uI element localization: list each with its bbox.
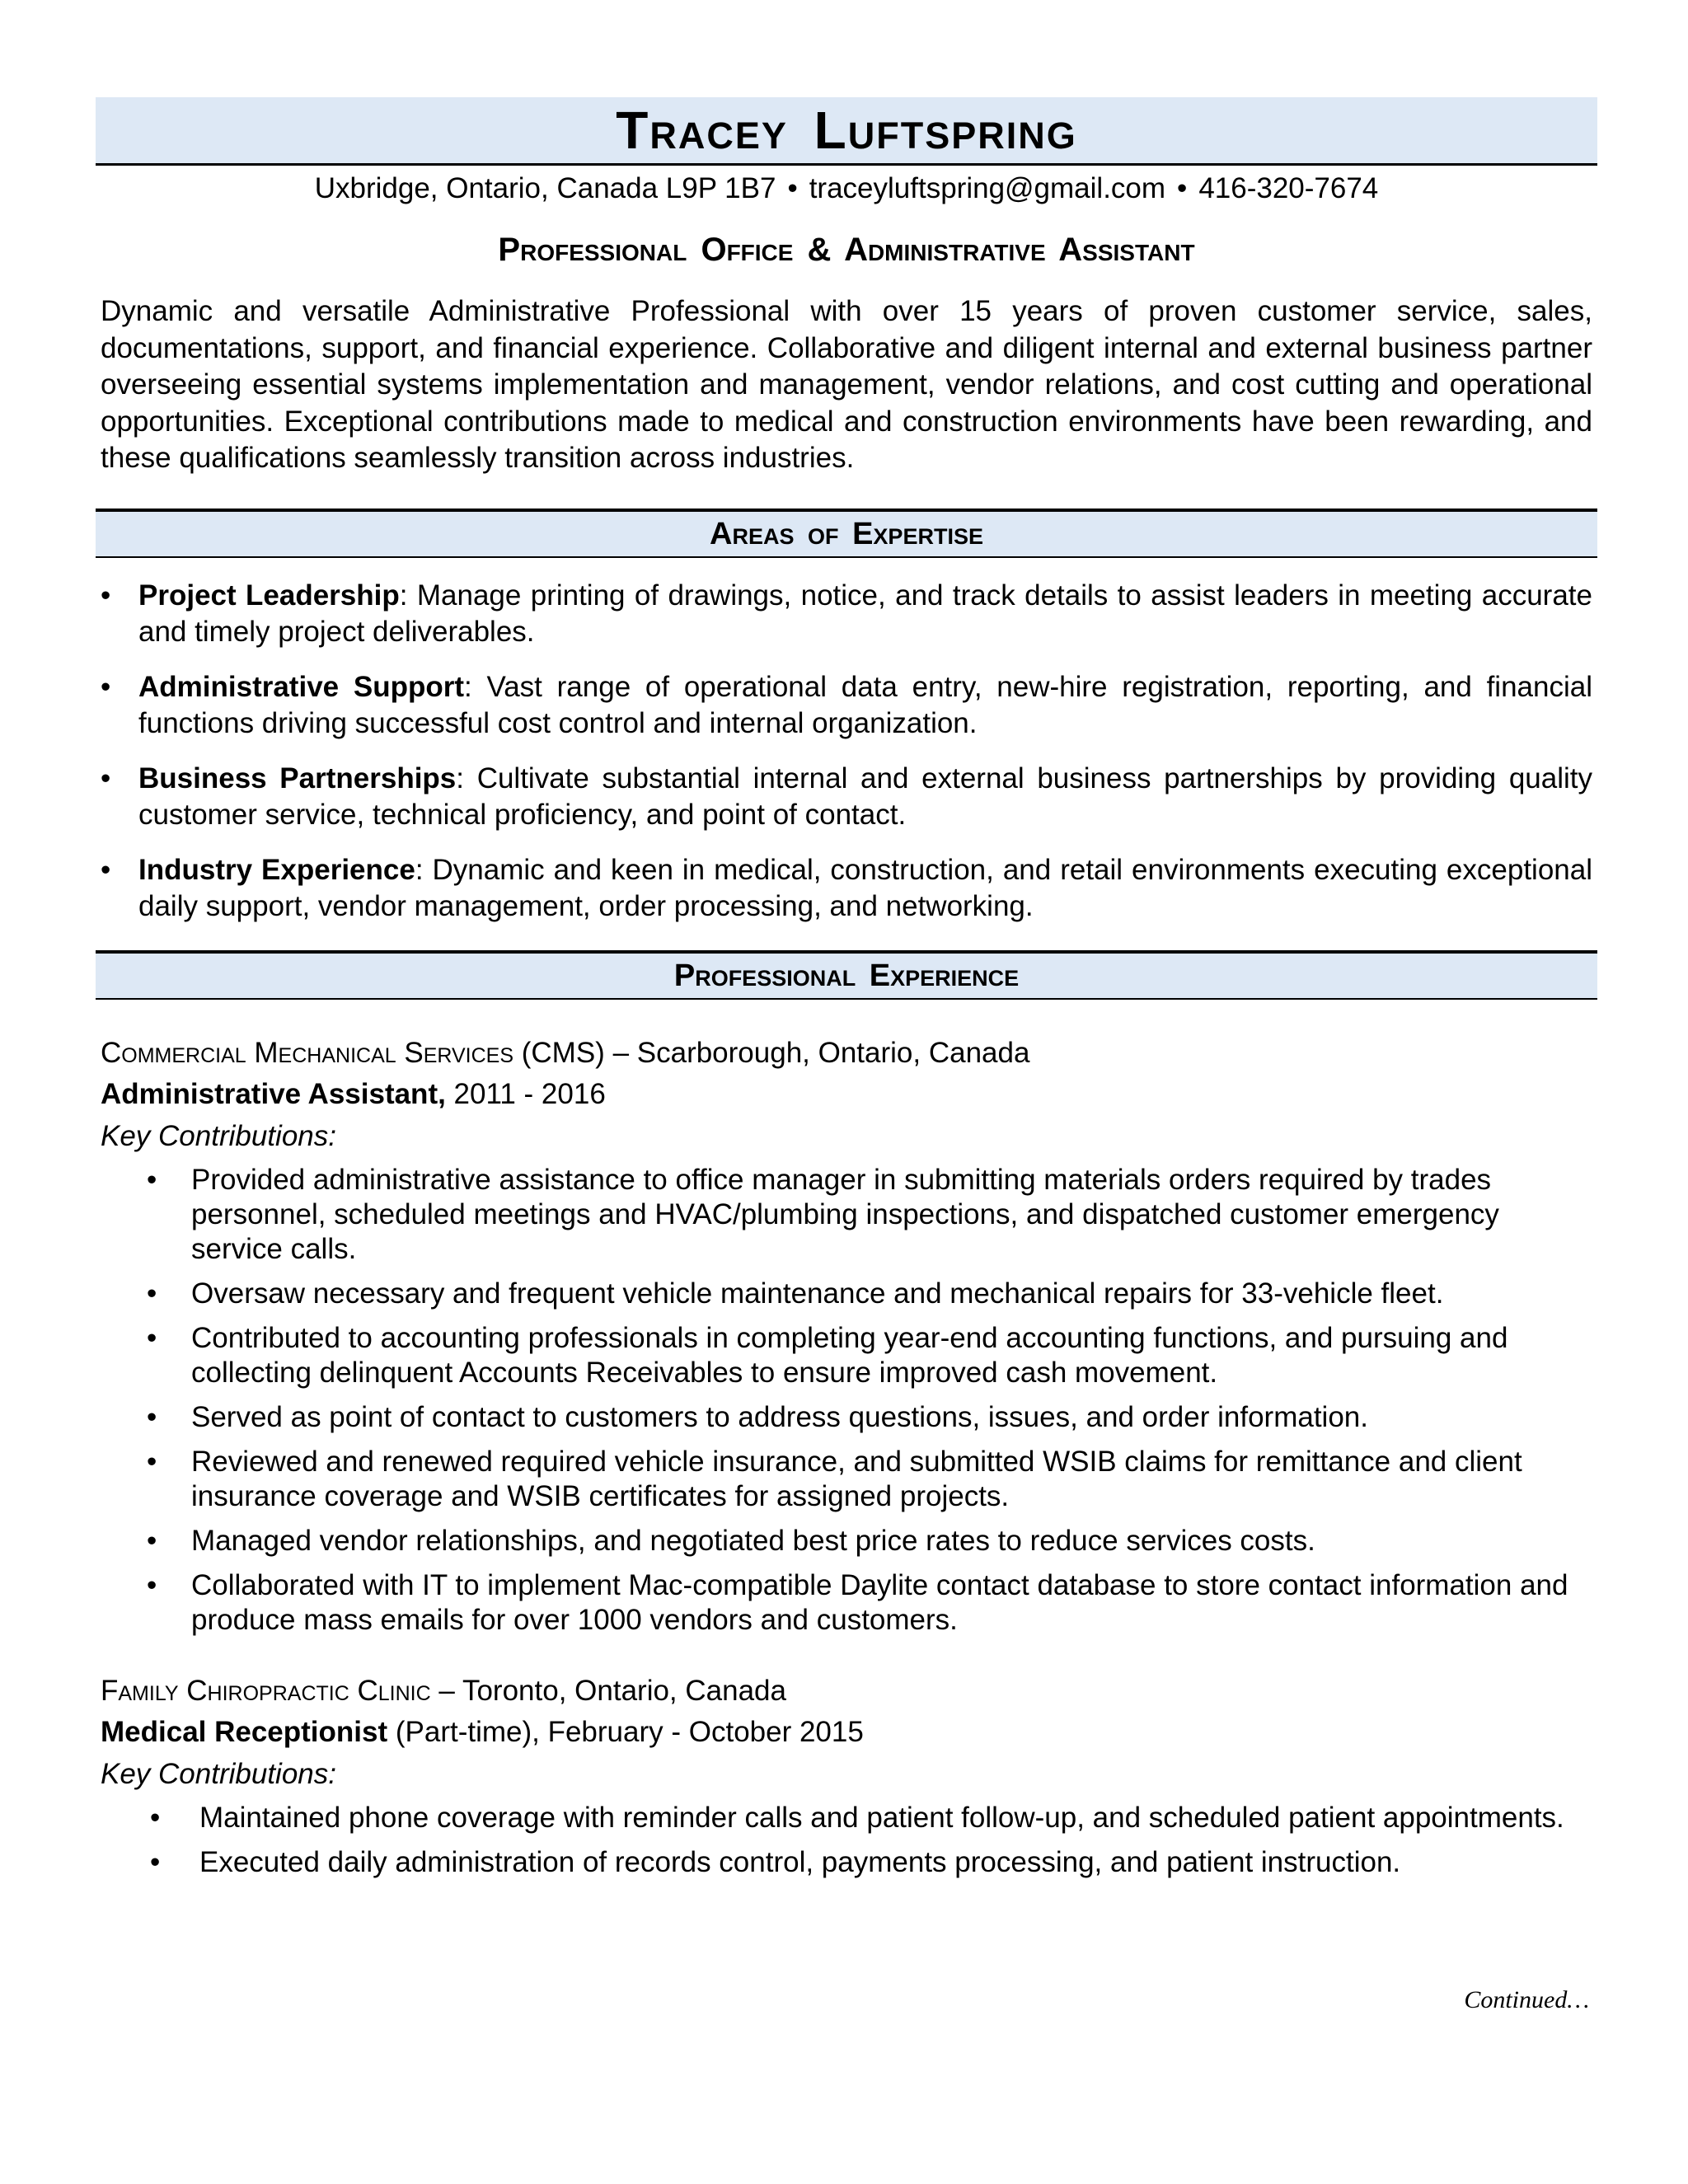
contribution-item bbox=[101, 1524, 1597, 1558]
role-dates: 2011 - 2016 bbox=[445, 1077, 606, 1110]
contribution-item bbox=[101, 1568, 1597, 1638]
expertise-label: Administrative Support bbox=[138, 670, 464, 703]
bullet-icon: • bbox=[147, 1524, 157, 1557]
contact-location: Uxbridge, Ontario, Canada L9P 1B7 bbox=[314, 172, 776, 204]
contribution-item bbox=[101, 1277, 1597, 1311]
employer-location: – Toronto, Ontario, Canada bbox=[430, 1674, 786, 1707]
expertise-text: : Dynamic and keen in medical, construction, and retail environments executing exceptional daily support, vendor management, order processing, and networking. bbox=[138, 853, 1592, 922]
separator-dot: • bbox=[787, 172, 798, 204]
contribution-text: Collaborated with IT to implement Mac-compatible Daylite contact database to store contact information and produce mass emails for over 1000 vendors and customers. bbox=[191, 1568, 1568, 1636]
role-line bbox=[101, 1712, 1597, 1753]
role-note: (Part-time) bbox=[387, 1715, 532, 1748]
bullet-icon: • bbox=[101, 853, 111, 886]
experience-section-header bbox=[96, 950, 1597, 1000]
bullet-icon: • bbox=[147, 1321, 157, 1354]
role-title: Administrative Assistant, bbox=[101, 1077, 446, 1110]
bullet-icon: • bbox=[101, 762, 111, 794]
expertise-label: Business Partnerships bbox=[138, 762, 457, 794]
job-entry bbox=[96, 1033, 1597, 1638]
role-dates: , February - October 2015 bbox=[532, 1715, 864, 1748]
contribution-text: Executed daily administration of records control, payments processing, and patient instruction. bbox=[199, 1845, 1401, 1878]
key-contributions-label: Key Contributions: bbox=[101, 1757, 336, 1790]
professional-headline: Professional Office & Administrative Assistant bbox=[498, 232, 1195, 268]
contribution-list bbox=[101, 1163, 1597, 1638]
key-contributions-label: Key Contributions: bbox=[101, 1119, 336, 1152]
name-divider bbox=[96, 163, 1597, 166]
employer-name: Commercial Mechanical Services bbox=[101, 1036, 514, 1069]
contribution-text: Reviewed and renewed required vehicle insurance, and submitted WSIB claims for remittance and client insurance coverage and WSIB certificates for assigned projects. bbox=[191, 1445, 1522, 1512]
expertise-item bbox=[96, 852, 1597, 926]
role-title: Medical Receptionist bbox=[101, 1715, 388, 1748]
contact-line bbox=[96, 171, 1597, 207]
job-entry bbox=[96, 1671, 1597, 1880]
contribution-text: Contributed to accounting professionals in completing year-end accounting functions, and pursuing and collecting delinquent Accounts Receivables to ensure improved cash movement. bbox=[191, 1321, 1508, 1389]
role-line bbox=[101, 1074, 1597, 1115]
contact-phone: 416-320-7674 bbox=[1198, 172, 1379, 204]
contact-email[interactable]: traceyluftspring@gmail.com bbox=[809, 172, 1166, 204]
contribution-item bbox=[101, 1445, 1597, 1514]
contribution-item bbox=[101, 1801, 1597, 1835]
contribution-item bbox=[101, 1163, 1597, 1267]
contribution-item bbox=[101, 1321, 1597, 1390]
expertise-label: Project Leadership bbox=[138, 579, 400, 612]
section-title: Professional Experience bbox=[673, 958, 1020, 993]
candidate-name: Tracey Luftspring bbox=[616, 101, 1077, 160]
section-title: Areas of Expertise bbox=[710, 516, 983, 551]
expertise-section-header bbox=[96, 509, 1597, 558]
bullet-icon: • bbox=[147, 1277, 157, 1310]
resume-page bbox=[96, 97, 1597, 1890]
bullet-icon: • bbox=[147, 1568, 157, 1601]
contribution-text: Oversaw necessary and frequent vehicle maintenance and mechanical repairs for 33-vehicle fleet. bbox=[191, 1277, 1444, 1310]
employer-line bbox=[101, 1671, 1597, 1712]
bullet-icon: • bbox=[150, 1845, 161, 1878]
bullet-icon: • bbox=[147, 1445, 157, 1478]
bullet-icon: • bbox=[147, 1400, 157, 1433]
expertise-item bbox=[96, 669, 1597, 743]
contribution-text: Served as point of contact to customers to address questions, issues, and order information. bbox=[191, 1400, 1368, 1433]
expertise-item bbox=[96, 578, 1597, 651]
contribution-list bbox=[101, 1801, 1597, 1880]
expertise-text: : Manage printing of drawings, notice, and track details to assist leaders in meeting accurate and timely project deliverables. bbox=[138, 579, 1592, 648]
expertise-item bbox=[96, 761, 1597, 834]
separator-dot: • bbox=[1177, 172, 1188, 204]
employer-location: (CMS) – Scarborough, Ontario, Canada bbox=[513, 1036, 1030, 1069]
bullet-icon: • bbox=[101, 579, 111, 612]
contribution-item bbox=[101, 1845, 1597, 1880]
expertise-label: Industry Experience bbox=[138, 853, 415, 886]
expertise-text: : Cultivate substantial internal and external business partnerships by providing quality customer service, technical proficiency, and point of contact. bbox=[138, 762, 1592, 831]
bullet-icon: • bbox=[150, 1801, 161, 1834]
bullet-icon: • bbox=[101, 670, 111, 703]
expertise-text: : Vast range of operational data entry, new-hire registration, reporting, and financial functions driving successful cost control and internal organization. bbox=[138, 670, 1592, 739]
continued-note: Continued… bbox=[1464, 1986, 1589, 2013]
name-banner bbox=[96, 97, 1597, 163]
contribution-text: Managed vendor relationships, and negotiated best price rates to reduce services costs. bbox=[191, 1524, 1315, 1557]
contribution-item bbox=[101, 1400, 1597, 1435]
employer-line bbox=[101, 1033, 1597, 1074]
summary-paragraph: Dynamic and versatile Administrative Professional with over 15 years of proven customer service, sales, documentations, support, and financial experience. Collaborative and diligent internal and external business partner overseeing essential systems implementation and management, vendor relations, and cost cutting and operational opportunities. Exceptional contributions made to medical and construction environments have been rewarding, and these qualifications seamlessly transition across industries. bbox=[101, 295, 1592, 474]
contribution-text: Maintained phone coverage with reminder calls and patient follow-up, and scheduled patient appointments. bbox=[199, 1801, 1564, 1834]
expertise-list bbox=[96, 578, 1597, 926]
contribution-text: Provided administrative assistance to office manager in submitting materials orders required by trades personnel, scheduled meetings and HVAC/plumbing inspections, and dispatched customer emergency service calls. bbox=[191, 1163, 1499, 1265]
bullet-icon: • bbox=[147, 1163, 157, 1196]
employer-name: Family Chiropractic Clinic bbox=[101, 1674, 431, 1707]
